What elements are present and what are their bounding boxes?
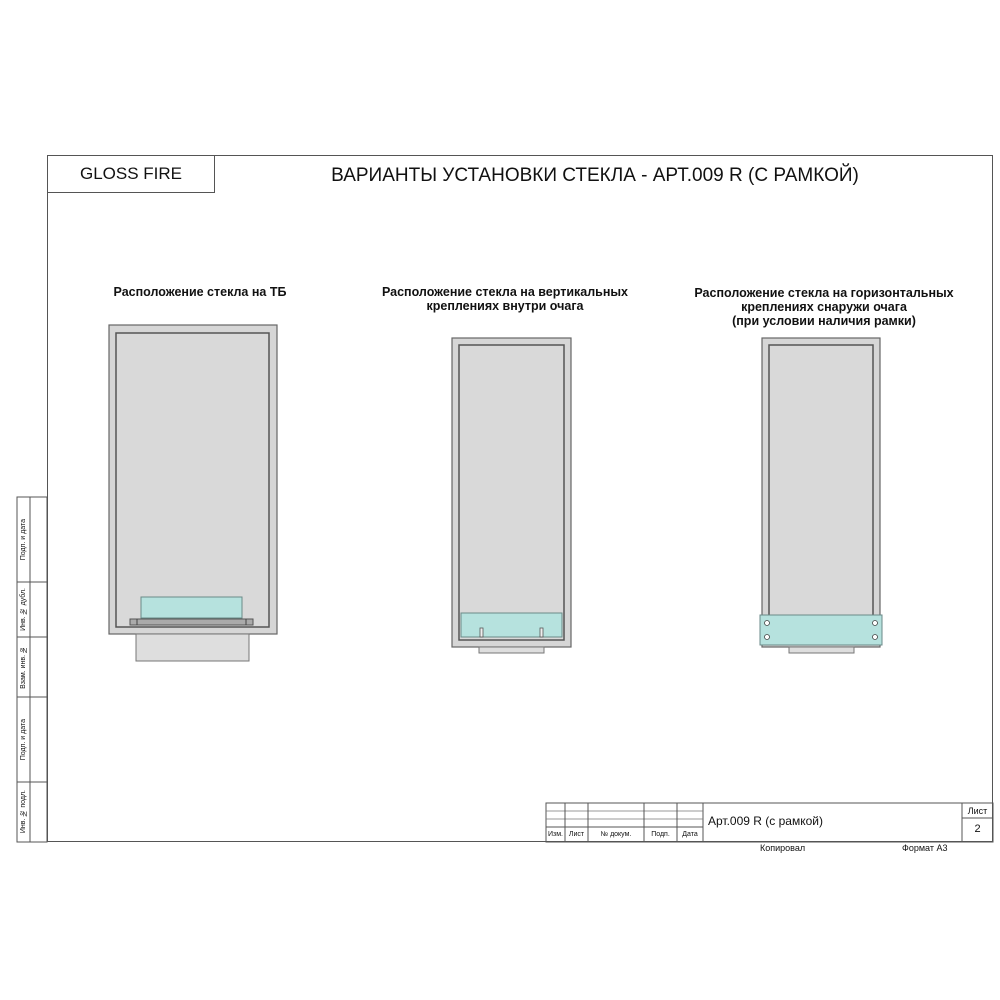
variant-3-caption-line-2: креплениях снаружи очага (741, 300, 907, 314)
variant-2-glass (461, 613, 562, 637)
variant-3-bolt-bottom-left (765, 635, 770, 640)
variant-3-caption-line-3: (при условии наличия рамки) (732, 314, 916, 328)
tb-sheet-number: 2 (974, 823, 981, 835)
side-strip-cell-1 (17, 497, 30, 582)
tb-col-change: Изм. (548, 831, 563, 838)
tb-format: Формат А3 (902, 843, 948, 853)
variant-3-glass (760, 615, 882, 645)
tb-sheet-label: Лист (967, 806, 988, 816)
variant-3-drawing (760, 338, 882, 653)
variant-2-mount-right (540, 628, 543, 637)
tb-col-sheet: Лист (568, 831, 585, 838)
side-strip-cell-2 (17, 582, 30, 637)
variant-3-firebox (769, 345, 873, 640)
side-strip-cell-3 (17, 637, 30, 697)
side-strip-label: Взам. инв. № (20, 645, 27, 689)
variant-1-firebox (116, 333, 269, 627)
brand-name: GLOSS FIRE (79, 164, 183, 183)
variant-2-mount-left (480, 628, 483, 637)
variant-2-caption-line-2: креплениях внутри очага (426, 299, 584, 313)
variant-3-caption-line-1: Расположение стекла на горизонтальных (694, 286, 954, 300)
side-strip-cell-5 (17, 782, 30, 842)
variant-2-base (479, 647, 544, 653)
side-strip-label: Инв. № подл. (20, 790, 27, 834)
side-strip-cell-4 (17, 697, 30, 782)
variant-3-base (789, 647, 854, 653)
page-title: ВАРИАНТЫ УСТАНОВКИ СТЕКЛА - АРТ.009 R (С РАМКОЙ) (331, 165, 859, 186)
side-strip-label: Инв. № дубл. (20, 588, 27, 631)
variant-1-glass (141, 597, 242, 618)
variant-1-drawing (109, 325, 277, 661)
variant-3-bolt-bottom-right (873, 635, 878, 640)
variant-1-fuel-block (130, 619, 253, 625)
variant-2-drawing (452, 338, 571, 653)
variant-3-bolt-top-left (765, 621, 770, 626)
tb-col-doc-number: № докум. (600, 831, 632, 838)
variant-2-caption-line-1: Расположение стекла на вертикальных (381, 285, 629, 299)
tb-col-date: Дата (682, 831, 698, 838)
tb-col-signature: Подп. (651, 831, 670, 838)
variant-3-bolt-top-right (873, 621, 878, 626)
variant-1-caption-line-1: Расположение стекла на ТБ (113, 285, 287, 299)
variant-1-base (136, 634, 249, 661)
side-strip-label: Подп. и дата (20, 718, 27, 761)
variant-2-firebox (459, 345, 564, 640)
side-strip-label: Подп. и дата (20, 518, 27, 561)
tb-designation: Арт.009 R (с рамкой) (708, 814, 823, 828)
tb-copied: Копировал (760, 843, 806, 853)
